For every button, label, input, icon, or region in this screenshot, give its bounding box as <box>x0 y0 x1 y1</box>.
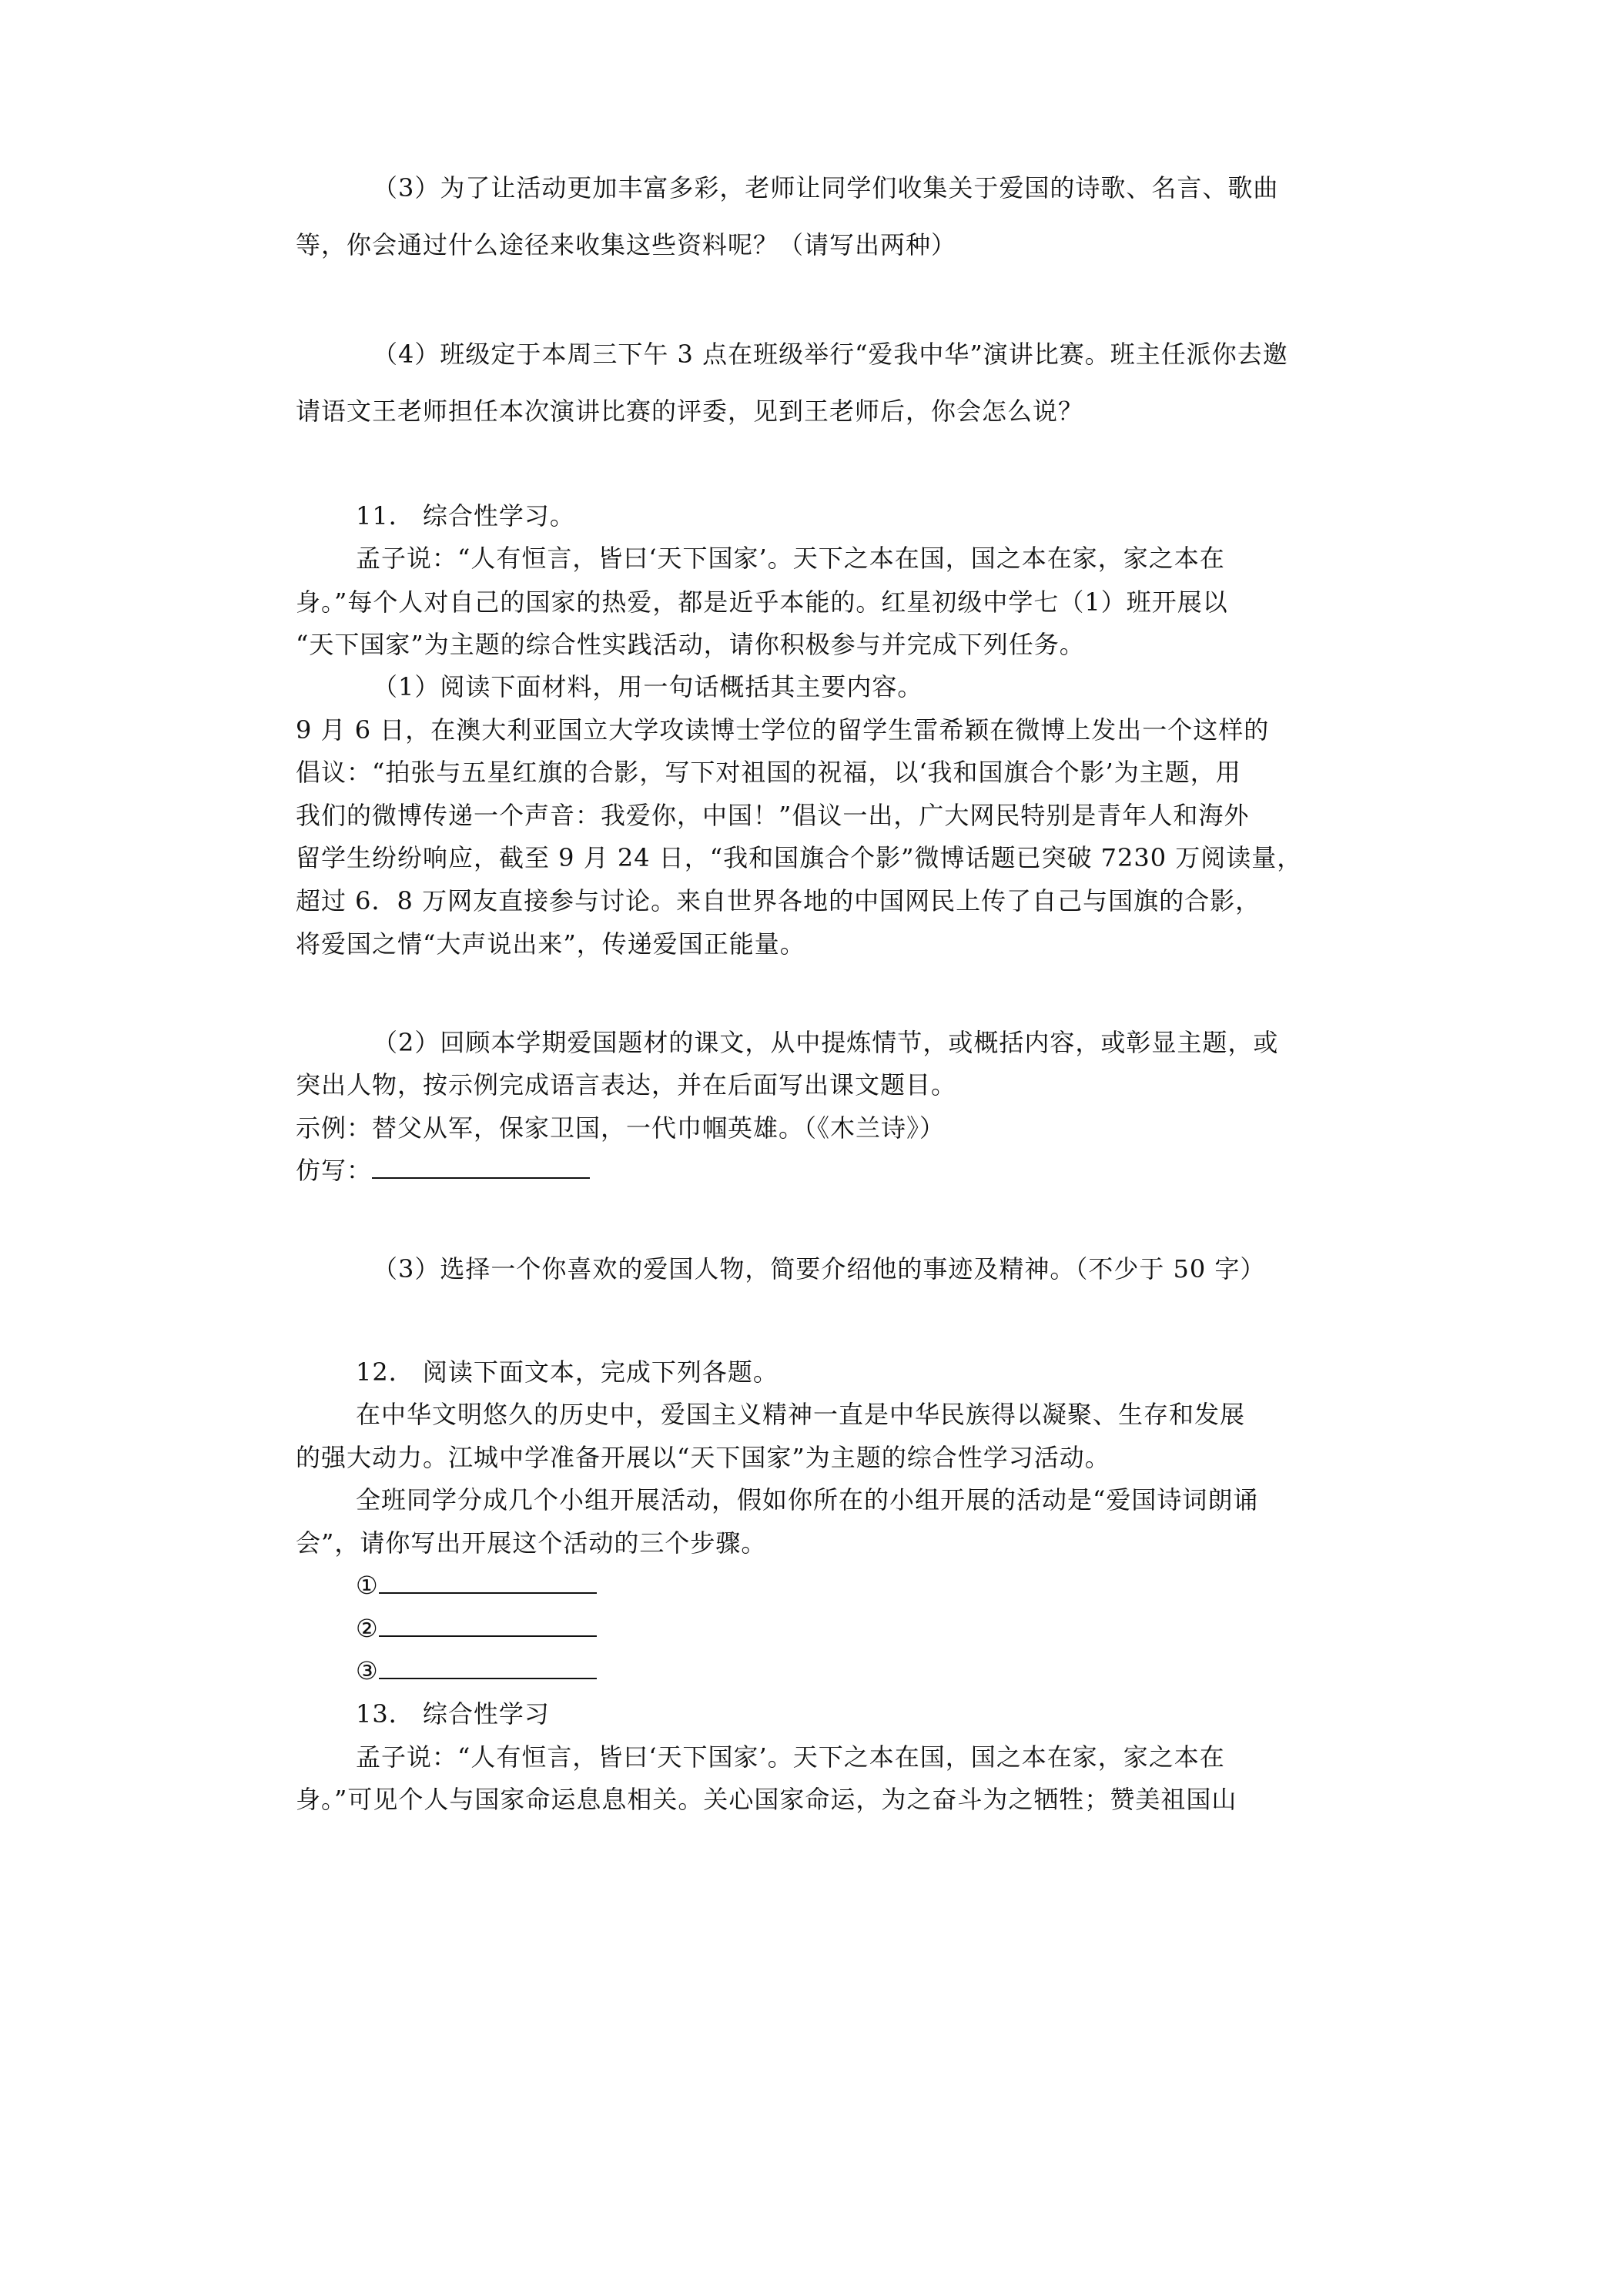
q12-step1-blank[interactable] <box>379 1569 597 1594</box>
q12-title: 12． 阅读下面文本，完成下列各题。 <box>356 1357 779 1387</box>
q11-material-line4: 留学生纷纷响应，截至 9 月 24 日，“我和国旗合个影”微博话题已突破 7230 万阅读量， <box>296 843 1303 872</box>
q12-para2-line1: 全班同学分成几个小组开展活动，假如你所在的小组开展的活动是“爱国诗词朗诵 <box>356 1485 1259 1514</box>
q12-step2-blank[interactable] <box>379 1612 597 1637</box>
q11-material-line6: 将爱国之情“大声说出来”，传递爱国正能量。 <box>296 929 805 959</box>
q12-para1-line2: 的强大动力。江城中学准备开展以“天下国家”为主题的综合性学习活动。 <box>296 1443 1110 1472</box>
q10-part4-line1: （4）班级定于本周三下午 3 点在班级举行“爱我中华”演讲比赛。班主任派你去邀 <box>373 340 1288 369</box>
q10-part3-line1: （3）为了让活动更加丰富多彩，老师让同学们收集关于爱国的诗歌、名言、歌曲 <box>373 173 1279 202</box>
q11-example: 示例：替父从军，保家卫国，一代巾帼英雄。（《木兰诗》） <box>296 1113 946 1143</box>
q12-step1-marker: ① <box>356 1571 379 1600</box>
q12-step1-row <box>356 1568 597 1602</box>
q12-para2-line2: 会”，请你写出开展这个活动的三个步骤。 <box>296 1528 767 1558</box>
q11-imitate-label: 仿写： <box>296 1156 373 1185</box>
q11-material-line3: 我们的微博传递一个声音：我爱你，中国！”倡议一出，广大网民特别是青年人和海外 <box>296 801 1250 830</box>
q11-material-line5: 超过 6．8 万网友直接参与讨论。来自世界各地的中国网民上传了自己与国旗的合影， <box>296 886 1261 915</box>
q10-part4-line2: 请语文王老师担任本次演讲比赛的评委，见到王老师后，你会怎么说？ <box>296 397 1084 426</box>
q12-step3-row <box>356 1654 597 1688</box>
q12-step3-marker: ③ <box>356 1656 379 1685</box>
q12-step3-blank[interactable] <box>379 1655 597 1679</box>
q13-title: 13． 综合性学习 <box>356 1699 550 1729</box>
q11-title: 11． 综合性学习。 <box>356 501 575 530</box>
q12-step2-row <box>356 1612 597 1645</box>
q12-step2-marker: ② <box>356 1614 379 1643</box>
q11-intro-line2: 身。”每个人对自己的国家的热爱，都是近乎本能的。红星初级中学七（1）班开展以 <box>296 587 1228 617</box>
q13-intro-line2: 身。”可见个人与国家命运息息相关。关心国家命运，为之奋斗为之牺牲；赞美祖国山 <box>296 1785 1237 1814</box>
q10-part3-line2: 等，你会通过什么途径来收集这些资料呢？（请写出两种） <box>296 230 957 259</box>
q11-part2-line2: 突出人物，按示例完成语言表达，并在后面写出课文题目。 <box>296 1070 957 1099</box>
q11-intro-line3: “天下国家”为主题的综合性实践活动，请你积极参与并完成下列任务。 <box>296 630 1085 659</box>
q11-part2-line1: （2）回顾本学期爱国题材的课文，从中提炼情节，或概括内容，或彰显主题，或 <box>373 1028 1279 1057</box>
q11-part1-prompt: （1）阅读下面材料，用一句话概括其主要内容。 <box>373 672 923 701</box>
q12-para1-line1: 在中华文明悠久的历史中，爱国主义精神一直是中华民族得以凝聚、生存和发展 <box>356 1400 1246 1429</box>
q11-intro-line1: 孟子说：“人有恒言，皆曰‘天下国家’。天下之本在国，国之本在家，家之本在 <box>356 544 1225 573</box>
q13-intro-line1: 孟子说：“人有恒言，皆曰‘天下国家’。天下之本在国，国之本在家，家之本在 <box>356 1742 1225 1772</box>
q11-imitate-row <box>296 1153 590 1187</box>
q11-material-line2: 倡议：“拍张与五星红旗的合影，写下对祖国的祝福，以‘我和国旗合个影’为主题，用 <box>296 758 1241 787</box>
q11-imitate-answer-blank[interactable] <box>372 1154 590 1179</box>
q11-material-line1: 9 月 6 日，在澳大利亚国立大学攻读博士学位的留学生雷希颖在微博上发出一个这样的 <box>296 715 1270 745</box>
q11-part3-prompt: （3）选择一个你喜欢的爱国人物，简要介绍他的事迹及精神。（不少于 50 字） <box>373 1254 1266 1284</box>
